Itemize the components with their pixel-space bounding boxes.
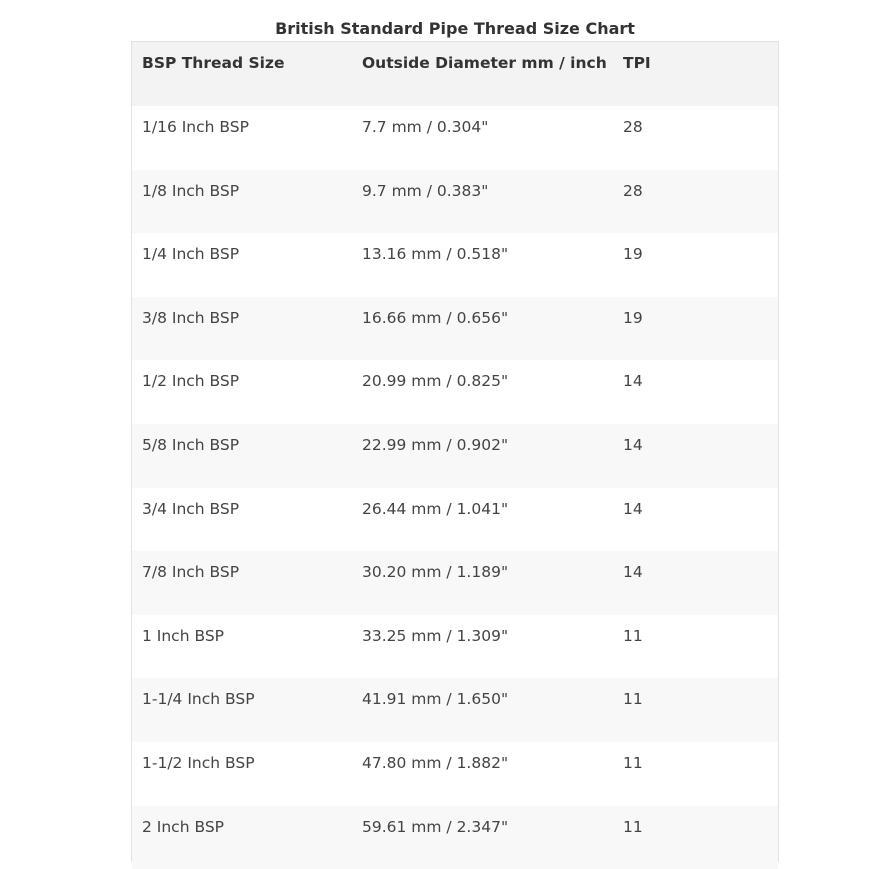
table-row (132, 488, 778, 552)
cell-outside-diameter: 7.7 mm / 0.304" (362, 118, 489, 136)
cell-outside-diameter: 22.99 mm / 0.902" (362, 435, 509, 454)
cell-thread-size: 1-1/2 Inch BSP (142, 753, 255, 772)
table-row (132, 678, 778, 742)
cell-tpi: 11 (623, 817, 643, 836)
cell-tpi: 14 (623, 563, 643, 582)
cell-outside-diameter: 47.80 mm / 1.882" (362, 753, 509, 772)
cell-tpi: 11 (623, 753, 643, 772)
cell-thread-size: 1/8 Inch BSP (142, 181, 240, 200)
cell-outside-diameter: 33.25 mm / 1.309" (362, 626, 509, 645)
header-tpi: TPI (623, 54, 651, 72)
cell-thread-size: 2 Inch BSP (142, 817, 225, 836)
table-row (132, 551, 778, 615)
table-row (132, 615, 778, 679)
cell-tpi: 28 (623, 181, 643, 200)
cell-outside-diameter: 13.16 mm / 0.518" (362, 245, 509, 264)
table-row (132, 806, 778, 869)
header-bsp-thread-size: BSP Thread Size (142, 54, 285, 72)
table-row (132, 297, 778, 361)
cell-outside-diameter: 41.91 mm / 1.650" (362, 690, 509, 709)
cell-thread-size: 5/8 Inch BSP (142, 435, 240, 454)
cell-outside-diameter: 59.61 mm / 2.347" (362, 817, 509, 836)
cell-tpi: 14 (623, 435, 643, 454)
cell-thread-size: 1 Inch BSP (142, 626, 225, 645)
cell-tpi: 11 (623, 690, 643, 709)
cell-tpi: 11 (623, 626, 643, 645)
cell-tpi: 19 (623, 245, 643, 264)
cell-thread-size: 3/4 Inch BSP (142, 499, 240, 518)
table-row (132, 106, 778, 170)
cell-thread-size: 1/16 Inch BSP (142, 118, 249, 136)
cell-outside-diameter: 9.7 mm / 0.383" (362, 181, 489, 200)
table-header-row (132, 42, 778, 106)
table-caption: British Standard Pipe Thread Size Chart (275, 19, 635, 38)
cell-thread-size: 1/2 Inch BSP (142, 372, 240, 391)
table-row (132, 424, 778, 488)
cell-outside-diameter: 30.20 mm / 1.189" (362, 563, 509, 582)
cell-thread-size: 1/4 Inch BSP (142, 245, 240, 264)
thread-size-table (131, 41, 779, 862)
table-row (132, 360, 778, 424)
cell-tpi: 19 (623, 308, 643, 327)
table-row (132, 170, 778, 234)
cell-outside-diameter: 26.44 mm / 1.041" (362, 499, 509, 518)
header-outside-diameter: Outside Diameter mm / inch (362, 54, 607, 72)
table-row (132, 233, 778, 297)
cell-tpi: 14 (623, 499, 643, 518)
cell-thread-size: 7/8 Inch BSP (142, 563, 240, 582)
cell-thread-size: 1-1/4 Inch BSP (142, 690, 255, 709)
table-row (132, 742, 778, 806)
table-body (132, 106, 778, 869)
cell-thread-size: 3/8 Inch BSP (142, 308, 240, 327)
cell-tpi: 28 (623, 118, 643, 136)
cell-tpi: 14 (623, 372, 643, 391)
cell-outside-diameter: 20.99 mm / 0.825" (362, 372, 509, 391)
cell-outside-diameter: 16.66 mm / 0.656" (362, 308, 509, 327)
